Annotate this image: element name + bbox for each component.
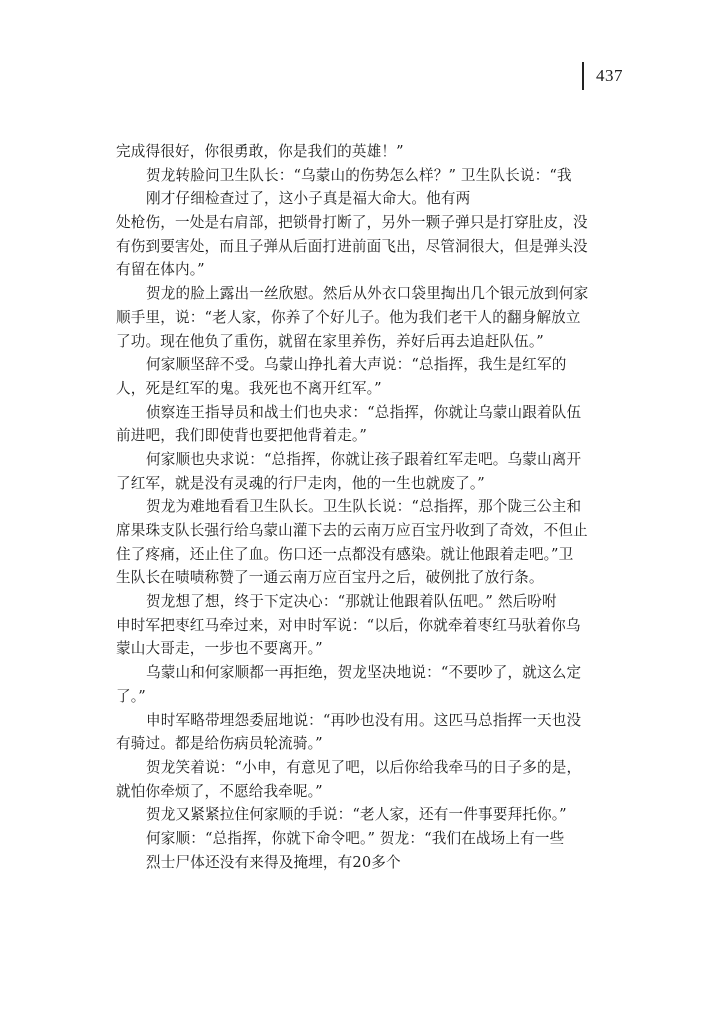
text-line: 生队长在啧啧称赞了一通云南万应百宝丹之后，破例批了放行条。 — [116, 569, 544, 587]
text-line: 贺龙又紧紧拉住何家顺的手说：“老人家，还有一件事要拜托你。” — [146, 806, 567, 824]
text-line: 了功。现在他负了重伤，就留在家里养伤，养好后再去追赶队伍。” — [116, 332, 544, 350]
text-line: 刚才仔细检查过了，这小子真是福大命大。他有两 — [146, 190, 471, 208]
text-line: 就怕你牵烦了，不愿给我牵呢。” — [116, 782, 323, 800]
text-line: 处枪伤，一处是右肩部，把锁骨打断了，另外一颗子弹只是打穿肚皮，没 — [116, 214, 588, 232]
text-line: 有伤到要害处，而且子弹从后面打进前面飞出，尽管洞很大，但是弹头没 — [116, 237, 588, 255]
text-line: 蒙山大哥走，一步也不要离开。” — [116, 640, 323, 658]
text-line: 完成得很好，你很勇敢，你是我们的英雄！” — [116, 143, 404, 160]
text-line: 了红军，就是没有灵魂的行尸走肉，他的一生也就废了。” — [116, 474, 485, 492]
text-line: 何家顺也央求说：“总指挥，你就让孩子跟着红军走吧。乌蒙山离开 — [146, 450, 582, 468]
text-line: 贺龙想了想，终于下定决心：“那就让他跟着队伍吧。” 然后吩咐 — [146, 593, 557, 611]
text-line: 乌蒙山和何家顺都一再拒绝，贺龙坚决地说：“不要吵了，就这么定 — [146, 664, 582, 682]
body-text — [116, 140, 636, 874]
text-line: 烈士尸体还没有来得及掩埋，有20多个 — [146, 853, 401, 871]
text-line: 贺龙的脸上露出一丝欣慰。然后从外衣口袋里掏出几个银元放到何家 — [146, 285, 589, 303]
text-line: 侦察连王指导员和战士们也央求：“总指挥，你就让乌蒙山跟着队伍 — [146, 403, 582, 421]
text-line: 前进吧，我们即使背也要把他背着走。” — [116, 427, 367, 445]
text-line: 席果珠支队长强行给乌蒙山灌下去的云南万应百宝丹收到了奇效，不但止 — [116, 522, 588, 539]
text-line: 贺龙笑着说：“小申，有意见了吧，以后你给我牵马的日子多的是， — [146, 758, 582, 776]
text-line: 贺龙转脸问卫生队长：“乌蒙山的伤势怎么样？” 卫生队长说：“我 — [146, 166, 572, 184]
text-line: 何家顺坚辞不受。乌蒙山挣扎着大声说：“总指挥，我生是红军的 — [146, 356, 567, 374]
text-line: 申时军把枣红马牵过来，对申时军说：“以后，你就牵着枣红马驮着你乌 — [116, 616, 581, 634]
text-line: 有留在体内。” — [116, 261, 205, 279]
text-line: 贺龙为难地看看卫生队长。卫生队长说：“总指挥，那个陇三公主和 — [146, 498, 582, 516]
text-line: 住了疼痛，还止住了血。伤口还一点都没有感染。就让他跟着走吧。”卫 — [116, 545, 574, 563]
text-line: 申时军略带埋怨委屈地说：“再吵也没有用。这匹马总指挥一天也没 — [146, 711, 582, 729]
text-line: 了。” — [116, 687, 146, 705]
text-line: 有骑过。都是给伤病员轮流骑。” — [116, 735, 323, 753]
text-line: 何家顺：“总指挥，你就下命令吧。” 贺龙：“我们在战场上有一些 — [146, 829, 565, 847]
page-number: 437 — [596, 66, 623, 85]
header-divider — [582, 62, 584, 90]
text-line: 顺手里，说：“老人家，你养了个好儿子。他为我们老干人的翻身解放立 — [116, 308, 581, 326]
text-line: 人，死是红军的鬼。我死也不离开红军。” — [116, 379, 382, 397]
